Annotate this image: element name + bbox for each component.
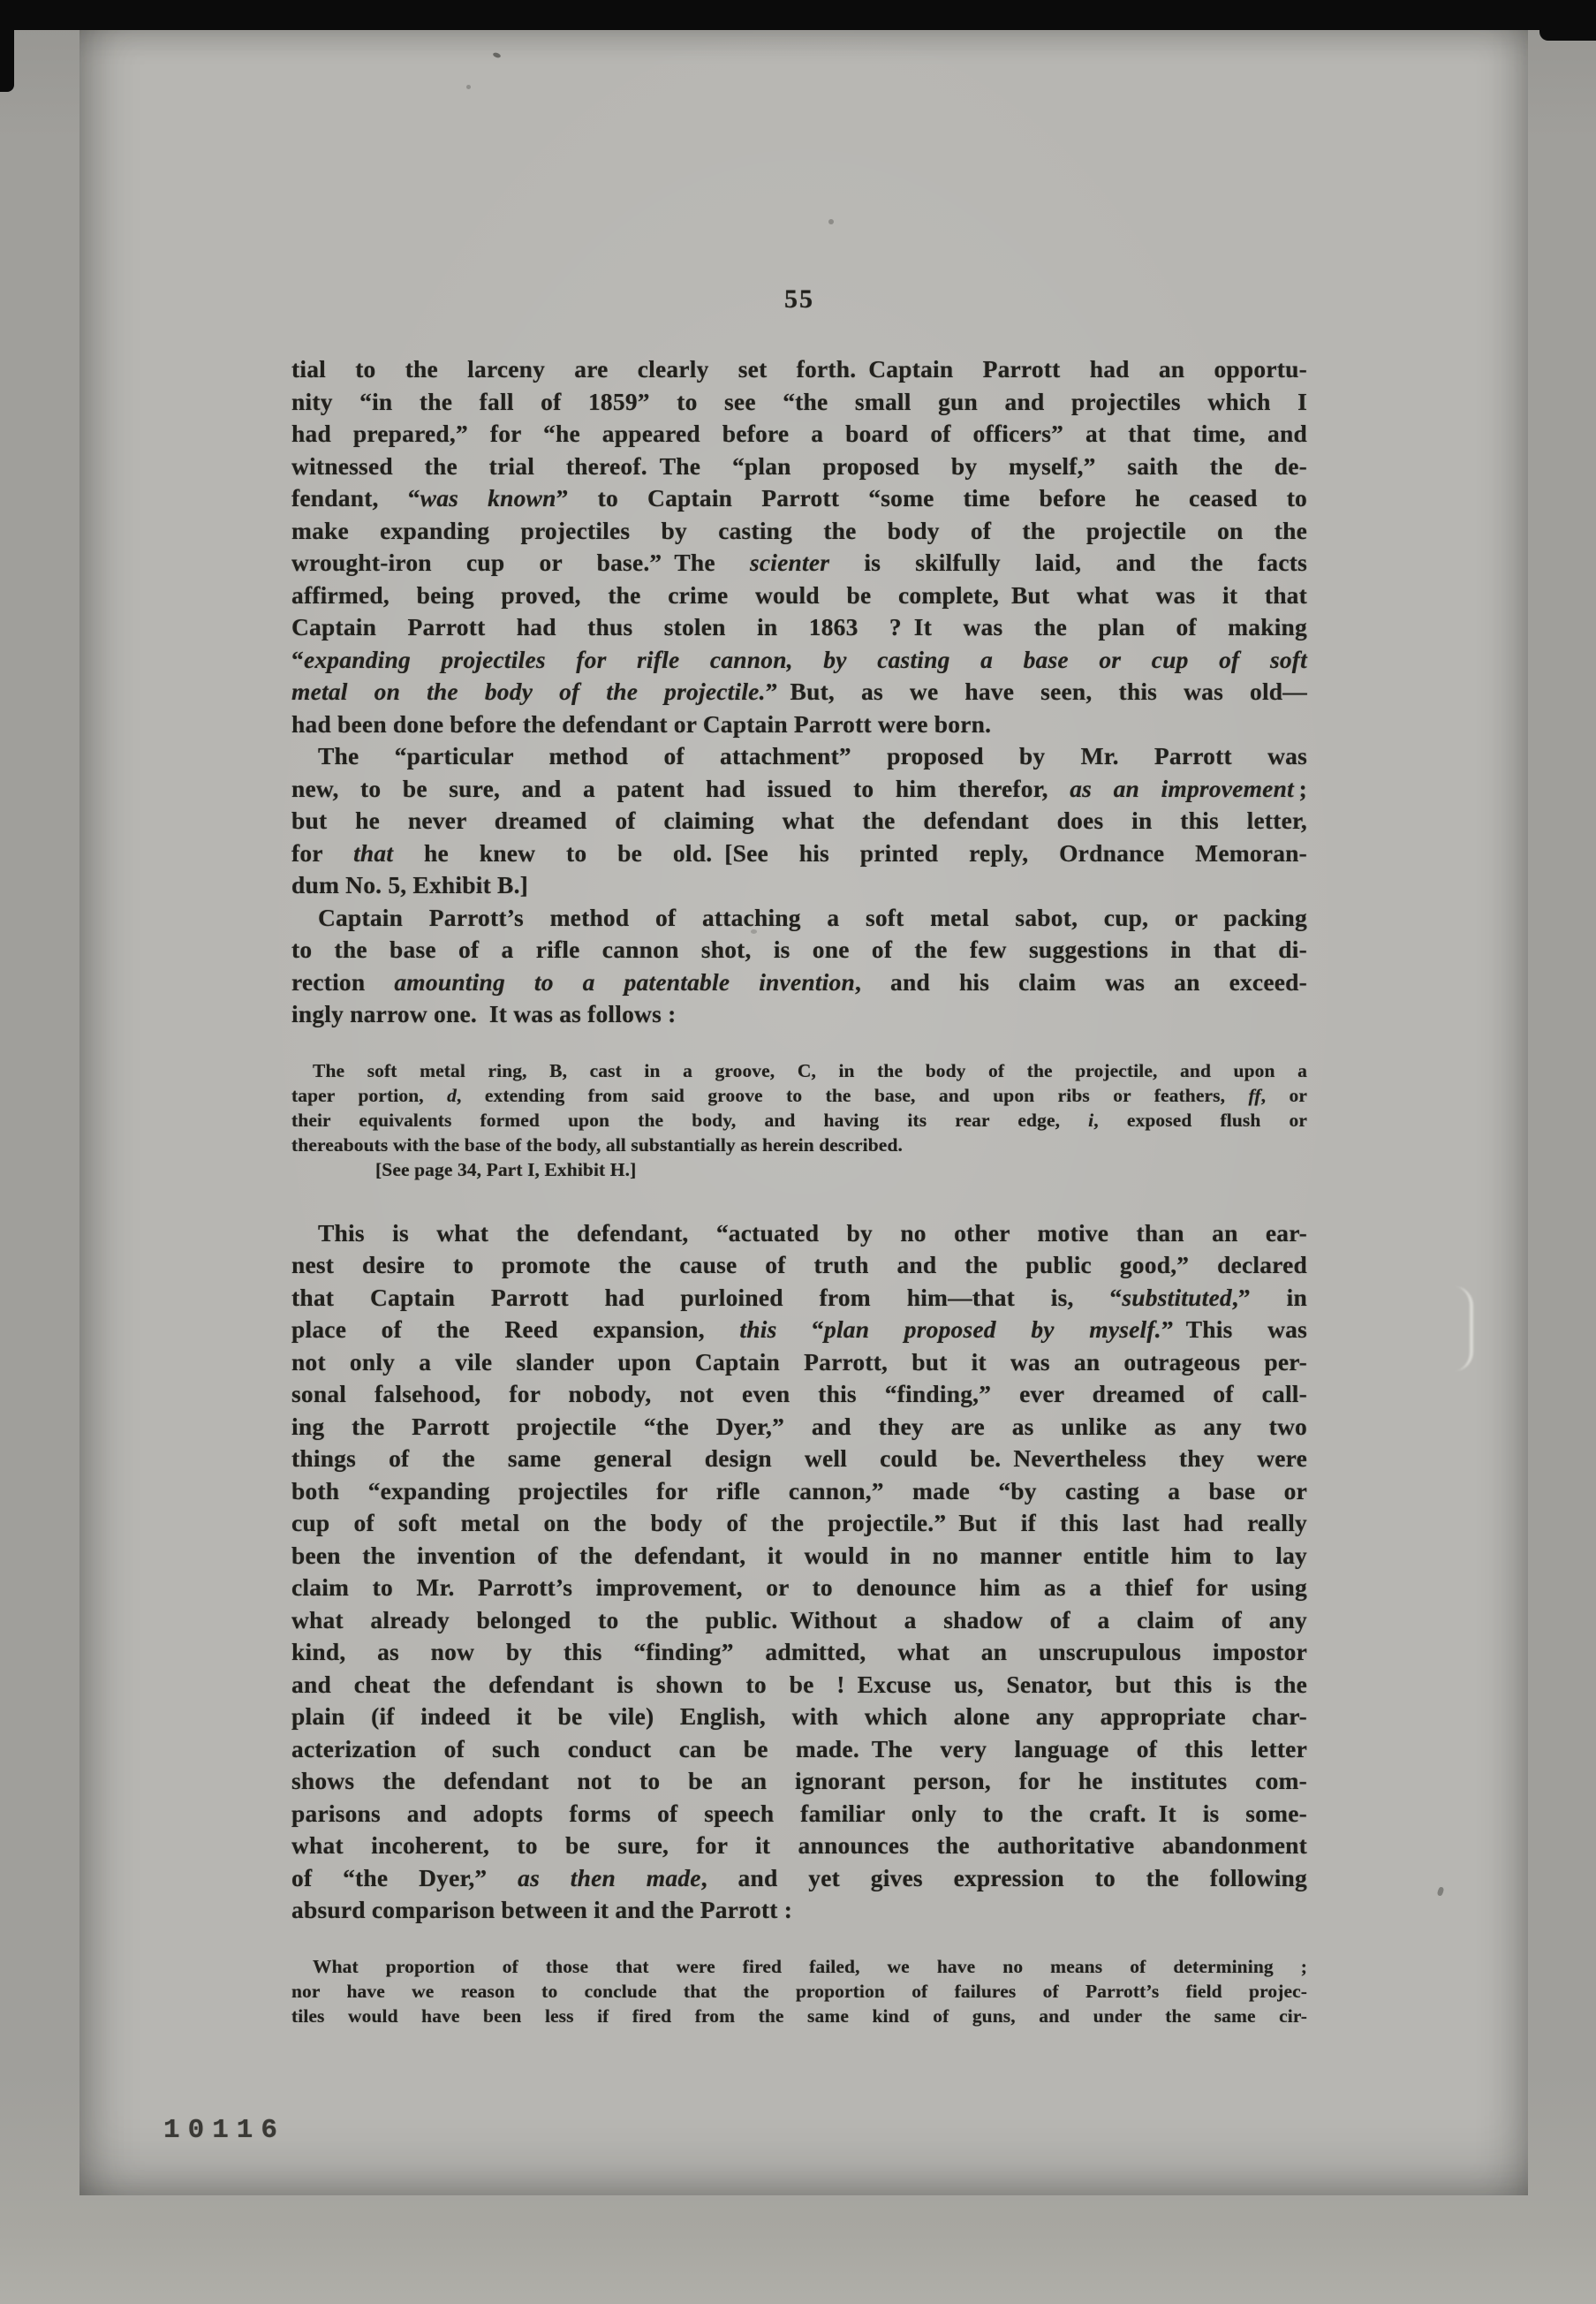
text-line [291,644,1307,677]
text-run: nest desire to promote the cause of truth and the public good,” declared [291,1251,1307,1278]
text-line [291,1157,1307,1182]
italic-text: ff [1248,1084,1261,1106]
text-run: What proportion of those that were fired failed, we have no means of determining ; [313,1955,1307,1977]
italic-text: as an improvement [1070,774,1294,802]
text-run: plain (if indeed it be vile) English, with which alone any appropriate char- [291,1702,1307,1730]
text-run: parisons and adopts forms of speech familiar only to the craft. It is some- [291,1799,1307,1827]
text-line [291,580,1307,612]
text-line [291,1282,1307,1315]
text-run: fendant, “ [291,484,420,512]
text-run: ingly narrow one. It was as follows : [291,1000,677,1027]
scan-border-corner-left [0,0,14,92]
text-line [291,1701,1307,1733]
text-run: , extending from said groove to the base, and upon ribs or feathers, [457,1084,1249,1106]
italic-text: d [447,1084,457,1106]
text-line [291,418,1307,451]
text-run: ” to Captain Parrott “some time before he ceased to [556,484,1308,512]
text-run: to the base of a rifle cannon shot, is one of the few suggestions in that di- [291,936,1307,963]
paragraph [291,902,1307,1031]
text-run: had been done before the defendant or Captain Parrott were born. [291,709,992,738]
italic-text: was known [420,484,556,512]
text-run: tiles would have been less if fired from the same kind of guns, and under the same cir- [291,2005,1307,2027]
text-run: The “particular method of attachment” proposed by Mr. Parrott was [318,742,1307,769]
text-run: nity “in the fall of 1859” to see “the small gun and projectiles which I [291,387,1307,415]
dust-speck [466,85,471,89]
text-run: taper portion, [291,1084,448,1106]
text-line [291,676,1307,709]
text-run: and cheat the defendant is shown to be ! Excuse us, Senator, but this is the [291,1670,1307,1698]
text-run: Captain Parrott’s method of attaching a soft metal sabot, cup, or packing [318,903,1307,931]
text-run: nor have we reason to conclude that the proportion of failures of Parrott’s field projec- [291,1980,1307,2002]
text-line [291,998,1307,1031]
text-line [291,1133,1307,1157]
text-line [291,482,1307,515]
text-run: shows the defendant not to be an ignorant person, for he institutes com- [291,1767,1307,1794]
text-line [291,869,1307,902]
text-line [291,547,1307,580]
text-run: what already belonged to the public. Without a shadow of a claim of any [291,1605,1307,1633]
text-line [291,1108,1307,1133]
text-line [291,1798,1307,1830]
text-line [291,1572,1307,1604]
text-run: absurd comparison between it and the Parrott : [291,1896,793,1923]
book-page [79,30,1528,2195]
text-run: he knew to be old. [See his printed reply, Ordnance Memoran- [393,838,1307,867]
text-run: cup of soft metal on the body of the projectile.” But if this last had really [291,1509,1307,1536]
page-crease [1447,1286,1473,1371]
page-text [291,353,1307,2028]
text-run: that Captain Parrott had purloined from him—that is, “ [291,1283,1123,1311]
scan-border-top [0,0,1596,30]
ink-mark [1437,1886,1445,1896]
text-run: wrought-iron cup or base.” The [291,549,750,576]
text-line [291,1507,1307,1540]
text-run: , and yet gives expression to the following [700,1863,1307,1891]
text-run: sonal falsehood, for nobody, not even this “finding,” ever dreamed of call- [291,1380,1307,1407]
text-line [291,1058,1307,1083]
text-line [291,1733,1307,1766]
italic-text: as then made [518,1863,701,1891]
text-line [291,1636,1307,1669]
text-line [291,1979,1307,2004]
text-run: kind, as now by this “finding” admitted, what an unscrupulous impostor [291,1638,1307,1665]
paragraph [291,1217,1307,1927]
italic-text: substituted [1122,1283,1232,1311]
text-run: for [291,838,354,867]
text-line [291,934,1307,966]
text-run: ; [1293,774,1307,802]
paragraph [291,353,1307,740]
text-line [291,1378,1307,1411]
text-line [291,1862,1307,1895]
text-run: new, to be sure, and a patent had issued to him therefor, [291,774,1070,802]
text-run: This is what the defendant, “actuated by no other motive than an ear- [318,1218,1307,1247]
text-run: make expanding projectiles by casting the body of the projectile on the [291,516,1307,544]
text-line [291,709,1307,741]
text-run: tial to the larceny are clearly set forth. Captain Parrott had an opportu- [291,355,1307,383]
text-run: [See page 34, Part I, Exhibit H.] [375,1158,637,1180]
text-run: not only a vile slander upon Captain Parrott, but it was an outrageous per- [291,1347,1307,1376]
text-line [291,1314,1307,1346]
text-line [291,451,1307,483]
text-run: “ [291,645,304,673]
scan-border-corner-right [1539,0,1596,41]
text-column [291,30,1307,2064]
text-run: affirmed, being proved, the crime would be complete, But what was it that [291,580,1307,609]
italic-text: i [1088,1109,1094,1131]
text-run: things of the same general design well could be. Nevertheless they were [291,1444,1307,1472]
text-line [291,1475,1307,1508]
text-run: of “the Dyer,” [291,1863,518,1891]
dust-speck [828,219,834,224]
text-run: ” But, as we have seen, this was old— [765,678,1307,705]
text-run: but he never dreamed of claiming what the defendant does in this letter, [291,807,1307,834]
text-line [291,1346,1307,1379]
dust-speck [751,929,757,934]
text-run: both “expanding projectiles for rifle cannon,” made “by casting a base or [291,1476,1307,1504]
text-run: “ [776,1315,824,1343]
italic-text: amounting to a patentable invention [394,967,855,996]
text-line [291,837,1307,870]
text-run: had prepared,” for “he appeared before a board of officers” at that time, and [291,420,1307,447]
text-run: ,” in [1231,1283,1308,1311]
text-line [291,773,1307,806]
italic-text: metal on the body of the projectile. [291,678,766,705]
text-line [291,515,1307,548]
text-line [291,902,1307,935]
text-line [291,1411,1307,1444]
text-run: is skilfully laid, and the facts [829,549,1307,576]
italic-text: this [739,1315,777,1343]
text-run: rection [291,967,395,996]
block-quote [291,1954,1307,2028]
text-run: , or [1260,1084,1307,1106]
text-line [291,353,1307,386]
italic-text: that [353,838,394,867]
text-run: claim to Mr. Parrott’s improvement, or to denounce him as a thief for using [291,1573,1307,1601]
text-run: place of the Reed expansion, [291,1315,740,1343]
paragraph [291,740,1307,902]
text-line [291,1894,1307,1927]
text-line [291,805,1307,837]
text-line [291,1083,1307,1108]
text-line [291,611,1307,644]
text-line [291,1604,1307,1637]
text-line [291,1443,1307,1475]
text-run: , exposed flush or [1093,1109,1308,1131]
italic-text: plan proposed by myself. [824,1315,1161,1343]
text-run: witnessed the trial thereof. The “plan proposed by myself,” saith the de- [291,451,1307,480]
text-line [291,1217,1307,1250]
text-run: Captain Parrott had thus stolen in 1863 ? It was the plan of making [291,613,1307,640]
text-run: , and his claim was an exceed- [854,967,1307,996]
text-run: ” This was [1161,1315,1307,1343]
text-run: their equivalents formed upon the body, and having its rear edge, [291,1109,1089,1131]
text-line [291,1954,1307,1979]
text-line [291,386,1307,419]
text-line [291,966,1307,999]
text-line [291,1249,1307,1282]
text-line [291,1540,1307,1573]
text-line [291,1765,1307,1798]
text-run: The soft metal ring, B, cast in a groove, C, in the body of the projectile, and upon a [313,1059,1307,1081]
italic-text: expanding projectiles for rifle cannon, by casting a base or cup of soft [303,645,1307,673]
text-run: dum No. 5, Exhibit B.] [291,871,528,898]
italic-text: scienter [749,549,830,576]
block-quote [291,1058,1307,1182]
text-run: what incoherent, to be sure, for it announces the authoritative abandonment [291,1831,1307,1859]
text-run: been the invention of the defendant, it would in no manner entitle him to lay [291,1541,1307,1569]
text-run: ing the Parrott projectile “the Dyer,” and they are as unlike as any two [291,1412,1307,1440]
archive-stamp: 10116 [163,2115,286,2146]
text-line [291,2004,1307,2028]
text-run: thereabouts with the base of the body, all substantially as herein described. [291,1133,903,1156]
text-run: acterization of such conduct can be made. The very language of this letter [291,1734,1307,1762]
text-line [291,1830,1307,1862]
page-number: 55 [784,284,814,314]
text-line [291,1669,1307,1701]
text-line [291,740,1307,773]
